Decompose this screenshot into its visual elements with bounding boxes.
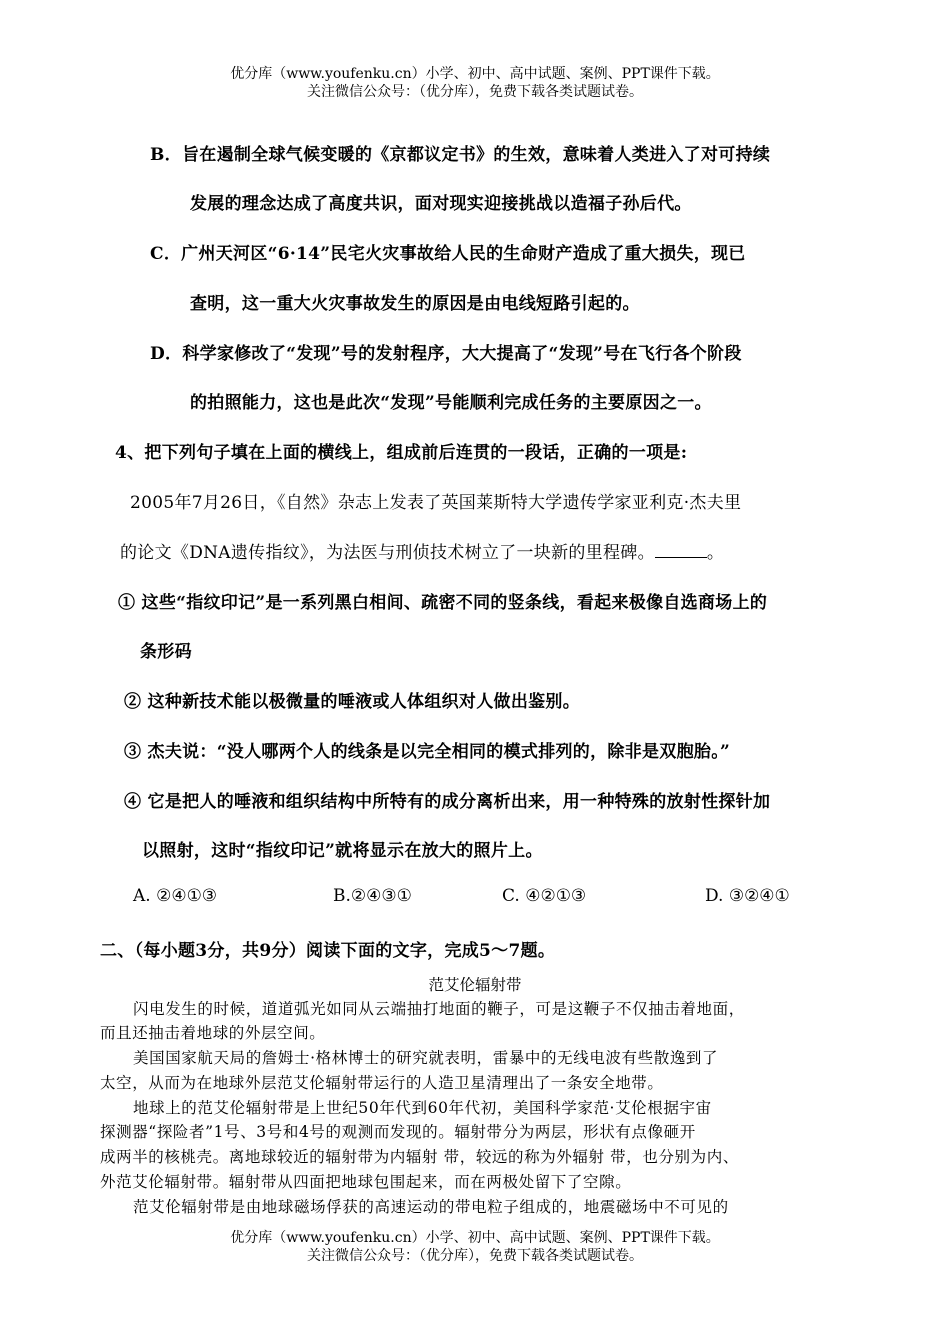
article-p2-line2: 太空，从而为在地球外层范艾伦辐射带运行的人造卫星清理出了一条安全地带。 [100,1074,664,1092]
article-p3-line4: 外范艾伦辐射带。辐射带从四面把地球包围起来，而在两极处留下了空隙。 [100,1173,632,1191]
header-line-2: 关注微信公众号：（优分库），免费下载各类试题试卷。 [307,84,643,100]
q3-option-b-line2: 发展的理念达成了高度共识，面对现实迎接挑战以造福子孙后代。 [190,194,692,214]
header-line-1: 优分库（www.youfenku.cn）小学、初中、高中试题、案例、PPT课件下载。 [230,66,720,82]
footer-line-1: 优分库（www.youfenku.cn）小学、初中、高中试题、案例、PPT课件下载。 [230,1230,720,1246]
article-p3-line2: 探测器“探险者”1号、3号和4号的观测而发现的。辐射带分为两层，形状有点像砸开 [100,1123,696,1141]
article-p3-line1: 地球上的范艾伦辐射带是上世纪50年代到60年代初，美国科学家范·艾伦根据宇宙 [133,1099,712,1117]
footer-line-2: 关注微信公众号：（优分库），免费下载各类试题试卷。 [307,1248,643,1264]
q3-option-d-line2: 的拍照能力，这也是此次“发现”号能顺利完成任务的主要原因之一。 [190,393,712,413]
q3-option-b-line1: B．旨在遏制全球气候变暖的《京都议定书》的生效，意味着人类进入了对可持续 [150,145,771,165]
article-p2-line1: 美国国家航天局的詹姆士·格林博士的研究就表明，雷暴中的无线电波有些散逸到了 [133,1049,719,1067]
q4-passage-text: 的论文《DNA遗传指纹》，为法医与刑侦技术树立了一块新的里程碑。 [120,543,655,563]
q4-option-c: C. ④②①③ [502,886,587,906]
article-p1-line2: 而且还抽击着地球的外层空间。 [100,1024,326,1042]
q4-item-4-line1: ④ 它是把人的唾液和组织结构中所特有的成分离析出来，用一种特殊的放射性探针加 [124,792,771,812]
q3-option-c-line1: C．广州天河区“6·14”民宅火灾事故给人民的生命财产造成了重大损失，现已 [150,244,746,264]
article-p4-line1: 范艾伦辐射带是由地球磁场俘获的高速运动的带电粒子组成的，地震磁场中不可见的 [133,1198,729,1216]
q3-option-d-line1: D．科学家修改了“发现”号的发射程序，大大提高了“发现”号在飞行各个阶段 [150,344,742,364]
q4-passage-line2 [120,538,724,563]
q4-item-1-line2: 条形码 [140,642,192,662]
q4-item-2: ② 这种新技术能以极微量的唾液或人体组织对人做出鉴别。 [124,692,581,712]
q4-option-b: B.②④③① [333,886,412,906]
article-p3-line3: 成两半的核桃壳。离地球较近的辐射带为内辐射 带，较远的称为外辐射 带，也分别为内、 [100,1148,739,1166]
q4-passage-end: 。 [706,543,725,563]
q4-item-1-line1: ① 这些“指纹印记”是一系列黑白相间、疏密不同的竖条线，看起来极像自选商场上的 [118,593,768,613]
section-2-heading: 二、（每小题3分，共9分）阅读下面的文字，完成5～7题。 [100,941,556,961]
article-p1-line1: 闪电发生的时候，道道弧光如同从云端抽打地面的鞭子，可是这鞭子不仅抽击着地面， [133,1000,745,1018]
q4-item-4-line2: 以照射，这时“指纹印记”就将显示在放大的照片上。 [142,841,543,861]
q4-option-a: A. ②④①③ [133,886,218,906]
q4-stem: 4、把下列句子填在上面的横线上，组成前后连贯的一段话，正确的一项是: [115,443,688,463]
q4-item-3: ③ 杰夫说：“没人哪两个人的线条是以完全相同的模式排列的，除非是双胞胎。” [124,742,731,762]
answer-blank [655,543,707,558]
q3-option-c-line2: 查明，这一重大火灾事故发生的原因是由电线短路引起的。 [190,294,640,314]
q4-passage-line1: 2005年7月26日，《自然》杂志上发表了英国莱斯特大学遗传学家亚利克·杰夫里 [130,493,742,513]
q4-option-d: D. ③②④① [705,886,790,906]
article-title: 范艾伦辐射带 [428,976,522,994]
